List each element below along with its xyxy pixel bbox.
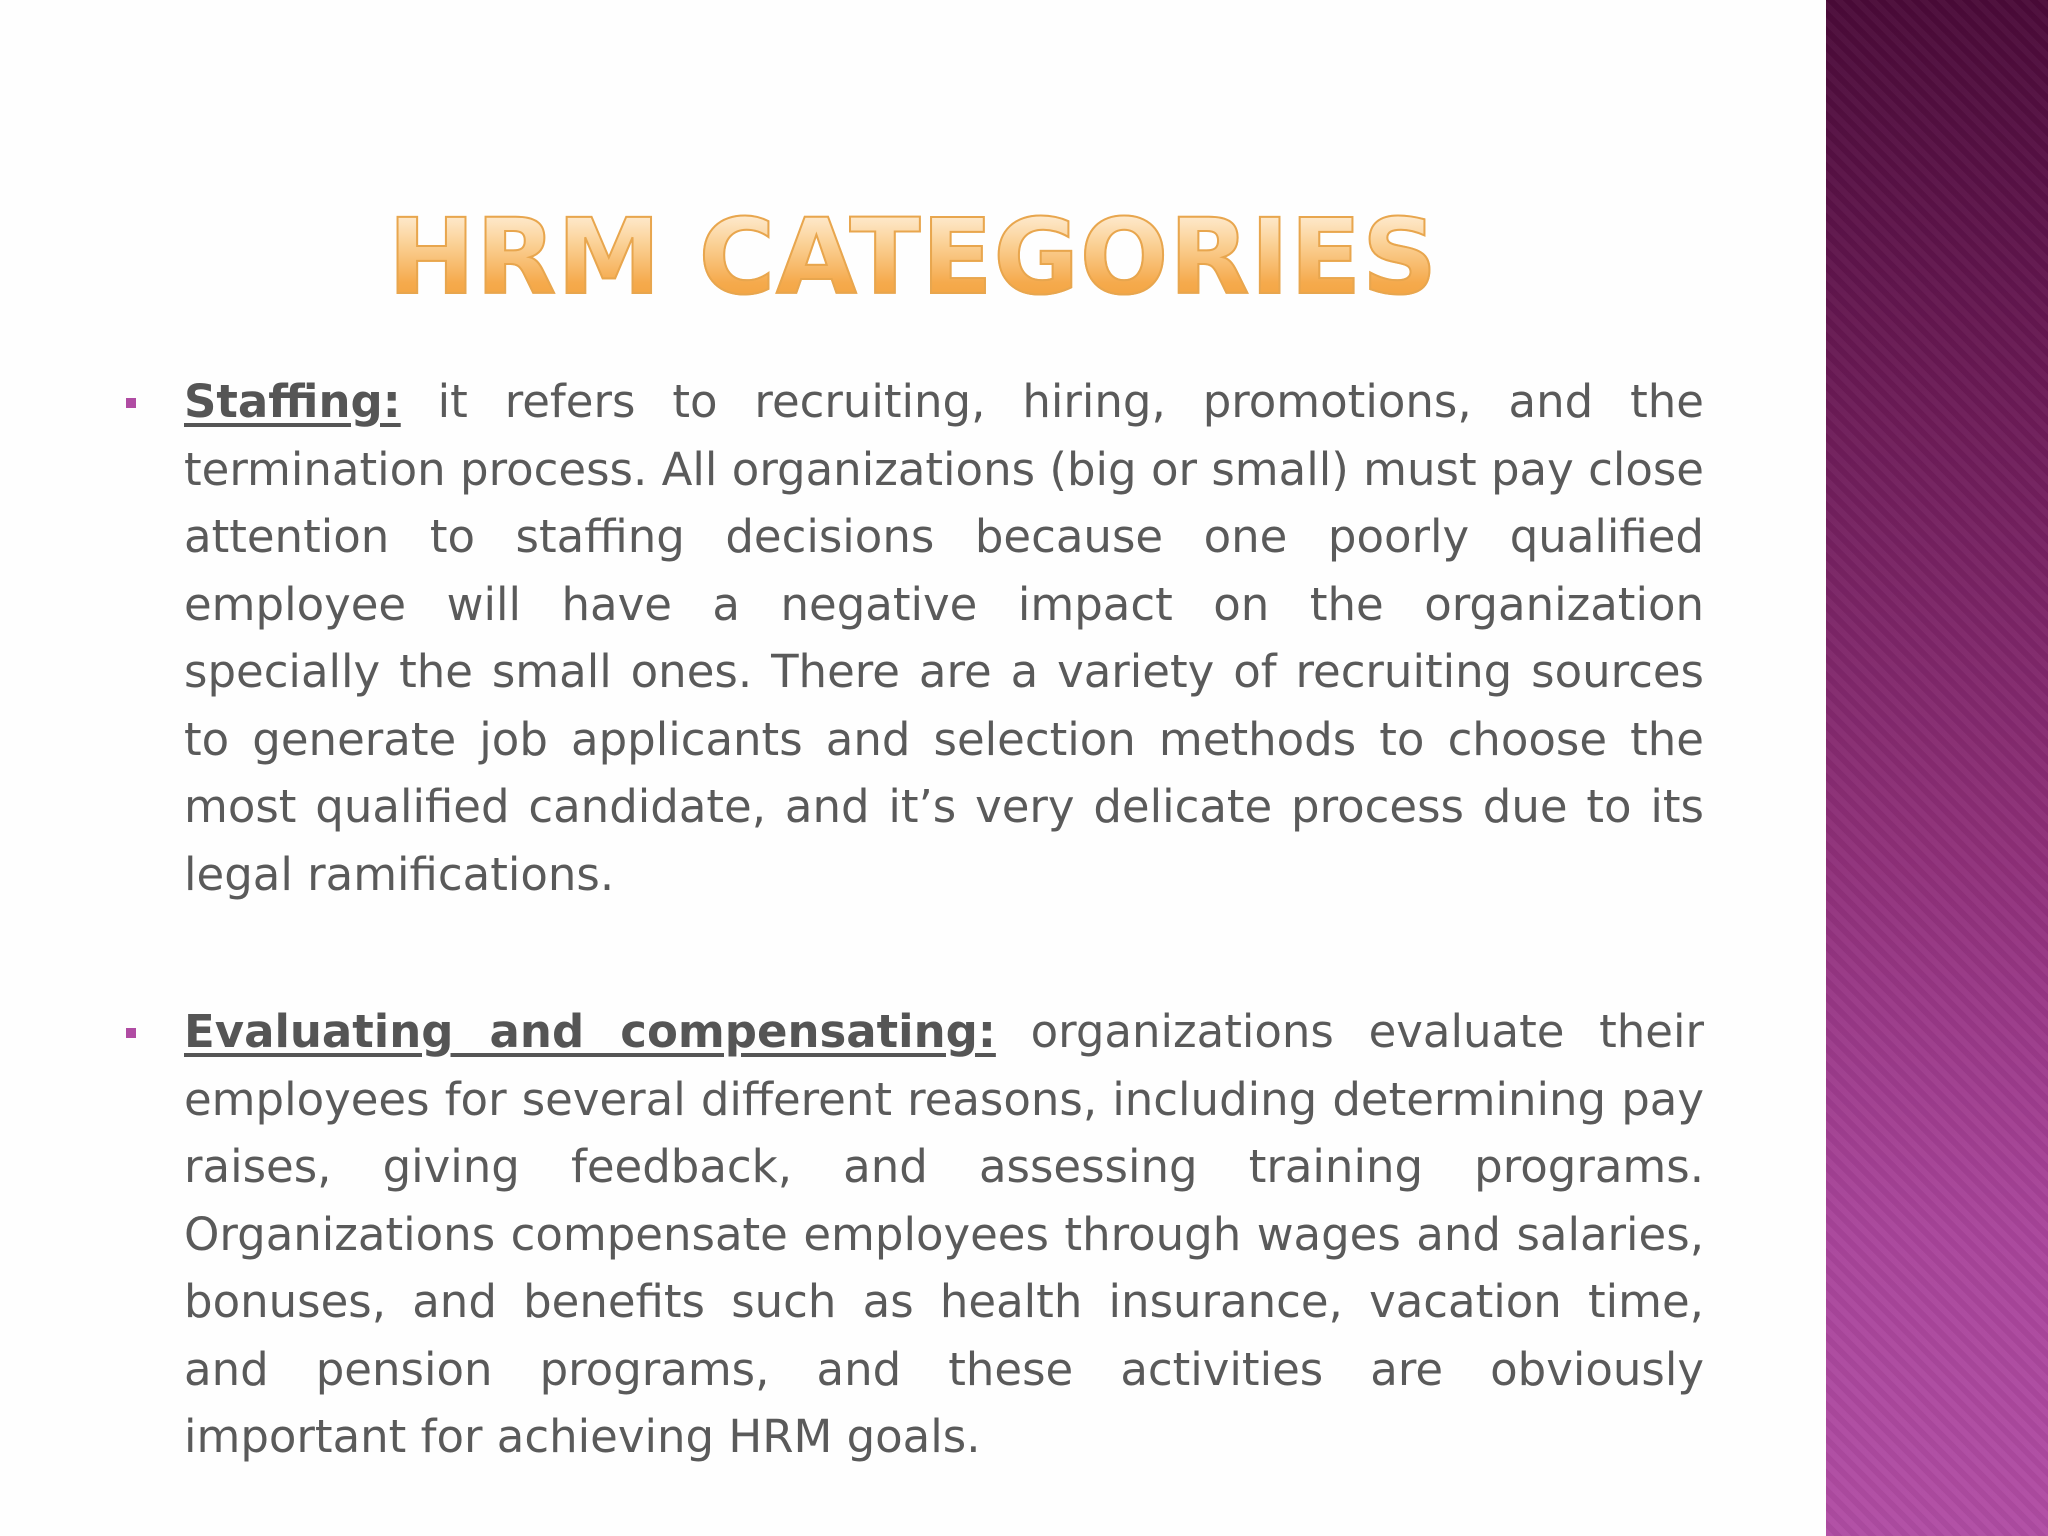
term-evaluating: Evaluating and compensating:	[184, 1005, 996, 1058]
item-text-staffing: it refers to recruiting, hiring, promotions, and the termination process. All organizations (big or small) must pay close attention to staffing decisions because one poorly qualified employee will have a negative impact on the organization specially the small ones. There are a variety of recruiting sources to generate job applicants and selection methods to choose the most qualified candidate, and it’s very delicate process due to its legal ramifications.	[184, 375, 1704, 901]
term-staffing: Staffing:	[184, 375, 401, 428]
square-bullet-icon	[126, 398, 136, 408]
slide-title: HRM CATEGORIES	[0, 205, 1826, 309]
bullet-item-staffing	[184, 368, 1704, 908]
decorative-side-panel	[1826, 0, 2048, 1536]
square-bullet-icon	[126, 1028, 136, 1038]
item-text-evaluating: organizations evaluate their employees for several different reasons, including determining pay raises, giving feedback, and assessing training programs. Organizations compensate employees through wages and salaries, bonuses, and benefits such as health insurance, vacation time, and pension programs, and these activities are obviously important for achieving HRM goals.	[184, 1005, 1704, 1463]
slide-body	[184, 368, 1704, 1471]
bullet-item-evaluating	[184, 998, 1704, 1471]
